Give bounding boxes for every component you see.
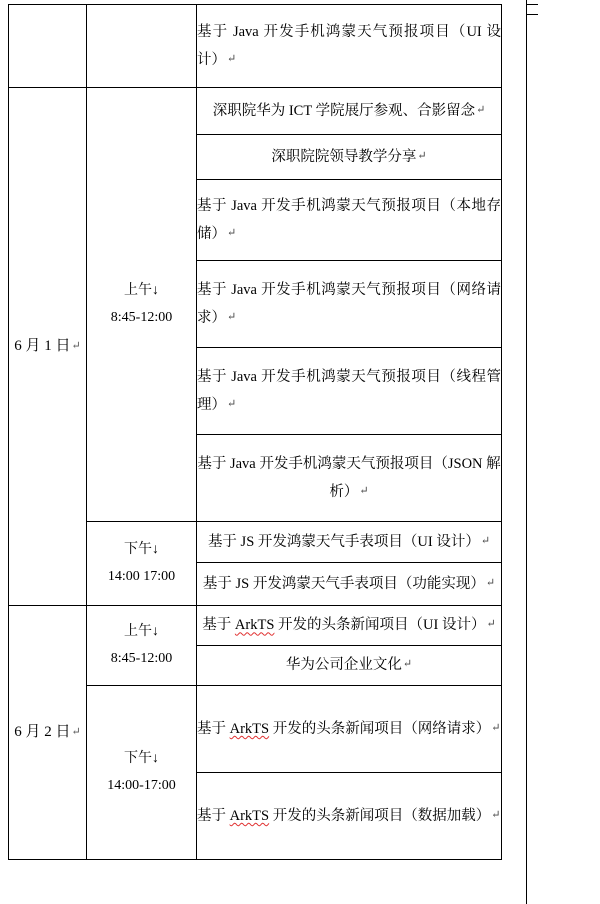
paragraph-mark: ↵ <box>476 103 486 116</box>
paragraph-mark: ↵ <box>359 485 369 497</box>
task-text-suffix: 开发的头条新闻项目（网络请求） <box>269 720 491 737</box>
paragraph-mark: ↵ <box>485 576 496 589</box>
margin-vertical-line <box>526 0 527 904</box>
task-text: 基于 Java 开发手机鸿蒙天气预报项目（本地存储） <box>197 197 501 242</box>
time-line-label: 下午↓ <box>124 750 159 766</box>
date-text: 6 月 1 日 <box>14 338 71 355</box>
task-cell <box>197 686 502 773</box>
task-cell <box>197 606 502 646</box>
margin-tick <box>526 4 538 5</box>
time-cell-empty <box>87 5 197 88</box>
date-mark: ↵ <box>71 340 81 353</box>
paragraph-mark: ↵ <box>227 398 237 410</box>
task-cell <box>197 180 502 261</box>
task-cell <box>197 773 502 860</box>
paragraph-mark: ↵ <box>486 618 496 631</box>
time-line-range: 14:00 17:00 <box>107 568 176 584</box>
paragraph-mark: ↵ <box>491 808 501 821</box>
table-row <box>9 5 502 88</box>
paragraph-mark: ↵ <box>417 149 427 162</box>
time-cell-june-2-afternoon <box>87 686 197 860</box>
task-cell <box>197 135 502 180</box>
paragraph-mark: ↵ <box>227 227 237 239</box>
paragraph-mark: ↵ <box>227 311 237 323</box>
date-cell-june-2 <box>9 606 87 860</box>
task-text-term: ArkTS <box>229 720 270 737</box>
paragraph-mark: ↵ <box>491 721 501 734</box>
table-row <box>9 88 502 135</box>
time-line-label: 下午↓ <box>124 541 159 557</box>
task-cell <box>197 261 502 348</box>
task-cell <box>197 5 502 88</box>
task-text: 基于 JS 开发鸿蒙天气手表项目（功能实现） <box>202 575 485 592</box>
time-cell-june-2-morning <box>87 606 197 686</box>
time-line-label: 上午↓ <box>124 623 159 639</box>
task-text-prefix: 基于 <box>202 617 235 634</box>
task-text-suffix: 开发的头条新闻项目（数据加载） <box>269 807 491 824</box>
date-cell-june-1 <box>9 88 87 606</box>
time-line-range: 8:45-12:00 <box>110 309 173 325</box>
paragraph-mark: ↵ <box>227 53 237 65</box>
schedule-table <box>8 4 502 860</box>
task-cell <box>197 646 502 686</box>
time-line-range: 14:00-17:00 <box>107 777 176 793</box>
task-cell <box>197 563 502 606</box>
task-text: 基于 Java 开发手机鸿蒙天气预报项目（JSON 解析） <box>197 455 501 500</box>
task-text-suffix: 开发的头条新闻项目（UI 设计） <box>274 617 486 634</box>
task-cell <box>197 522 502 563</box>
task-text-term: ArkTS <box>229 807 270 824</box>
task-text: 深职院院领导教学分享 <box>271 148 417 165</box>
page-right-margin-rule <box>526 0 586 904</box>
task-cell <box>197 348 502 435</box>
margin-tick <box>526 14 538 15</box>
time-cell-june-1-afternoon <box>87 522 197 606</box>
time-line-range: 8:45-12:00 <box>110 650 173 666</box>
date-cell-empty <box>9 5 87 88</box>
task-text-prefix: 基于 <box>197 720 230 737</box>
task-text: 基于 Java 开发手机鸿蒙天气预报项目（网络请求） <box>197 281 501 326</box>
task-text: 基于 Java 开发手机鸿蒙天气预报项目（线程管理） <box>197 368 501 413</box>
time-cell-june-1-morning <box>87 88 197 522</box>
task-text-prefix: 基于 <box>197 807 230 824</box>
task-text: 华为公司企业文化 <box>285 657 402 674</box>
task-text-term: ArkTS <box>234 617 275 634</box>
task-text: 深职院华为 ICT 学院展厅参观、合影留念 <box>212 102 476 119</box>
date-mark: ↵ <box>71 726 81 739</box>
task-cell <box>197 88 502 135</box>
time-line-label: 上午↓ <box>124 282 159 298</box>
date-text: 6 月 2 日 <box>14 724 71 741</box>
paragraph-mark: ↵ <box>480 534 491 547</box>
table-row <box>9 606 502 646</box>
task-text: 基于 Java 开发手机鸿蒙天气预报项目（UI 设计） <box>197 23 501 68</box>
task-text: 基于 JS 开发鸿蒙天气手表项目（UI 设计） <box>207 533 480 550</box>
paragraph-mark: ↵ <box>402 658 413 671</box>
task-cell <box>197 435 502 522</box>
